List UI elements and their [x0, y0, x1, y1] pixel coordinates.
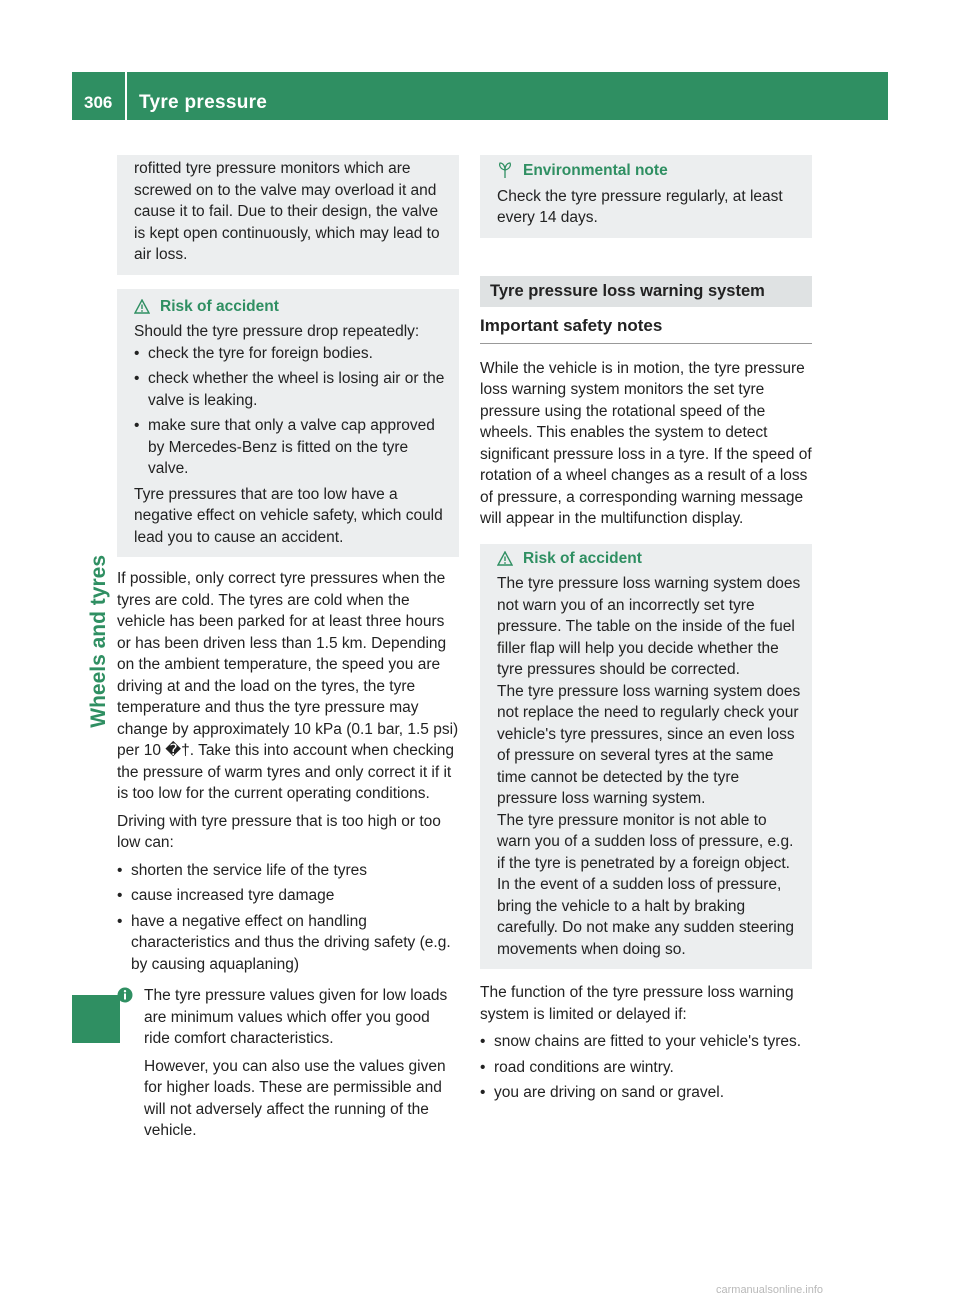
- warning-head: [134, 296, 450, 318]
- leaf-bulb-icon: [497, 162, 513, 179]
- warning-lead: Should the tyre pressure drop repeatedly:: [134, 323, 420, 340]
- section-heading: Tyre pressure loss warning system: [480, 276, 812, 308]
- body-paragraph: The function of the tyre pressure loss warning system is limited or delayed if:: [480, 984, 794, 1023]
- left-column: [117, 155, 459, 1148]
- watermark: carmanualsonline.info: [716, 1284, 824, 1296]
- list-item: • you are driving on sand or gravel.: [480, 1084, 725, 1101]
- info-text: The tyre pressure values given for low loads are minimum values which offer you good ride comfort characteristics.: [144, 987, 448, 1047]
- right-column: [480, 155, 812, 1108]
- info-note: [117, 985, 459, 1148]
- list-item: • snow chains are fitted to your vehicle's tyres.: [480, 1033, 802, 1050]
- intro-text: rofitted tyre pressure monitors which are screwed on to the valve may overload it and cause it to fail. Due to their design, the valve is kept open continuously, which may lead to air loss.: [134, 160, 440, 263]
- warning-head: [497, 548, 803, 570]
- list-item: • road conditions are wintry.: [480, 1058, 674, 1076]
- info-text: However, you can also use the values given for higher loads. These are permissible and will not adversely affect the running of the vehicle.: [144, 1057, 446, 1139]
- warning-triangle-icon: [497, 551, 513, 566]
- side-tab-marker: [72, 995, 120, 1043]
- environmental-note-box: [480, 155, 812, 238]
- list-item: • check whether the wheel is losing air or the valve is leaking.: [134, 370, 445, 409]
- warning-text: The tyre pressure loss warning system does not warn you of an incorrectly set tyre pressure. The table on the inside of the fuel filler flap will help you decide whether the tyre pressures should be corrected.: [497, 575, 801, 678]
- intro-box: [117, 155, 459, 275]
- warning-title: Risk of accident: [523, 549, 642, 567]
- list-item: • check the tyre for foreign bodies.: [134, 344, 373, 362]
- header-divider: [125, 72, 127, 120]
- environmental-text: Check the tyre pressure regularly, at least every 14 days.: [497, 187, 783, 226]
- info-icon: [117, 987, 133, 1003]
- warning-text: The tyre pressure monitor is not able to warn you of a sudden loss of pressure, e.g. if the tyre is penetrated by a foreign object.: [497, 811, 794, 872]
- page-number: 306: [84, 93, 113, 112]
- list-item: • cause increased tyre damage: [117, 887, 335, 904]
- warning-title: Risk of accident: [160, 297, 279, 315]
- body-paragraph: While the vehicle is in motion, the tyre pressure loss warning system monitors the set tyre pressure using the rotational speed of the wheels. This enables the system to detect significant pressure loss in a tyre. If the speed of rotation of a wheel changes as a result of a loss of pressure, a corresponding warning message will appear in the multifunction display.: [480, 359, 812, 527]
- warning-closing: Tyre pressures that are too low have a negative effect on vehicle safety, which could lead you to cause an accident.: [134, 485, 443, 546]
- section-title: Tyre pressure: [139, 92, 268, 113]
- list-item: • make sure that only a valve cap approved by Mercedes-Benz is fitted on the tyre valve.: [134, 417, 435, 477]
- warning-triangle-icon: [134, 299, 150, 314]
- warning-box-right: [480, 544, 812, 970]
- subheading: Important safety notes: [480, 307, 812, 344]
- side-tab-label: Wheels and tyres: [87, 555, 110, 728]
- list-item: • shorten the service life of the tyres: [117, 861, 368, 879]
- list-item: • have a negative effect on handling characteristics and thus the driving safety (e.g. by causing aquaplaning): [117, 912, 451, 973]
- environmental-head: [497, 160, 803, 182]
- warning-text: The tyre pressure loss warning system does not replace the need to regularly check your vehicle's tyre pressures, since an even loss of pressure on several tyres at the same time cannot be detected by the tyre pressure loss warning system.: [497, 682, 801, 807]
- body-paragraph: If possible, only correct tyre pressures when the tyres are cold. The tyres are cold when the vehicle has been parked for at least three hours or has been driven less than 1.5 km. Depending on the ambient temperature, the speed you are driving at and the load on the tyres, the tyre temperature and thus the tyre pressure may change by approximately 10 kPa (0.1 bar, 1.5 psi) per 10 �†. Take this into account when checking the pressure of warm tyres and only correct it if it is too low for the current operating conditions.: [117, 570, 459, 802]
- warning-box-left: [117, 289, 459, 558]
- warning-text: In the event of a sudden loss of pressure, bring the vehicle to a halt by braking carefully. Do not make any sudden steering movements when doing so.: [497, 876, 794, 958]
- environmental-title: Environmental note: [523, 162, 668, 179]
- body-paragraph: Driving with tyre pressure that is too high or too low can:: [117, 812, 441, 851]
